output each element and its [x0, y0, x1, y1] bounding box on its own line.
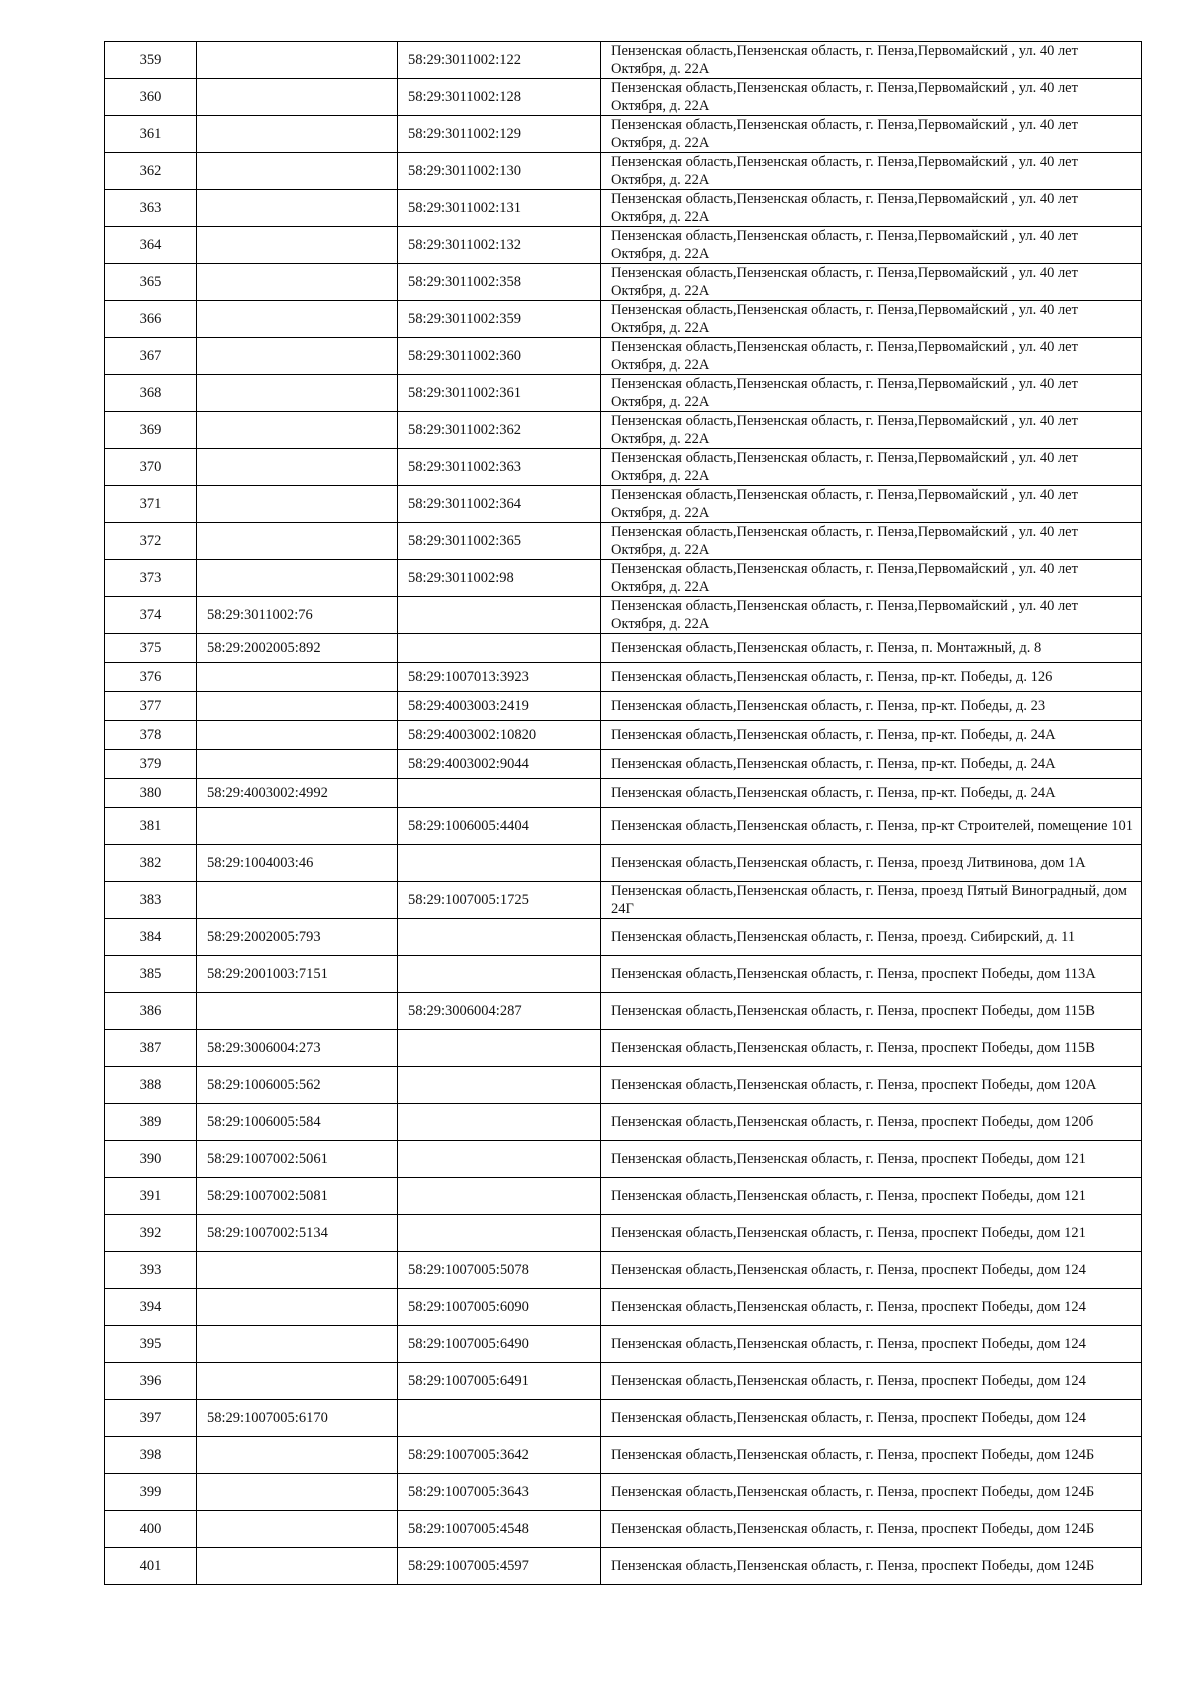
row-number: 399 [105, 1474, 197, 1511]
row-number: 378 [105, 721, 197, 750]
cadastral-number-premises: 58:29:3011002:360 [398, 338, 601, 375]
cadastral-number-parcel: 58:29:2002005:793 [197, 919, 398, 956]
table-row [105, 845, 1142, 882]
cadastral-number-parcel [197, 79, 398, 116]
cadastral-number-parcel [197, 1548, 398, 1585]
cadastral-number-premises: 58:29:3006004:287 [398, 993, 601, 1030]
cadastral-number-parcel [197, 560, 398, 597]
row-number: 383 [105, 882, 197, 919]
address-cell: Пензенская область,Пензенская область, г. Пенза, проспект Победы, дом 113А [601, 956, 1142, 993]
table-row [105, 721, 1142, 750]
table-row [105, 190, 1142, 227]
cadastral-number-parcel: 58:29:4003002:4992 [197, 779, 398, 808]
cadastral-number-premises [398, 1178, 601, 1215]
table-row [105, 750, 1142, 779]
address-cell: Пензенская область,Пензенская область, г. Пенза, проспект Победы, дом 115В [601, 1030, 1142, 1067]
cadastral-number-premises: 58:29:1007005:3642 [398, 1437, 601, 1474]
cadastral-number-premises: 58:29:3011002:359 [398, 301, 601, 338]
cadastral-number-parcel [197, 1289, 398, 1326]
cadastral-number-premises [398, 845, 601, 882]
row-number: 368 [105, 375, 197, 412]
table-row [105, 1400, 1142, 1437]
row-number: 388 [105, 1067, 197, 1104]
cadastral-number-premises: 58:29:1007005:6490 [398, 1326, 601, 1363]
cadastral-number-parcel [197, 882, 398, 919]
cadastral-number-parcel: 58:29:1004003:46 [197, 845, 398, 882]
cadastral-number-parcel [197, 808, 398, 845]
cadastral-number-parcel [197, 42, 398, 79]
cadastral-number-premises: 58:29:3011002:358 [398, 264, 601, 301]
cadastral-number-premises: 58:29:3011002:364 [398, 486, 601, 523]
cadastral-number-parcel [197, 412, 398, 449]
address-cell: Пензенская область,Пензенская область, г. Пенза, проспект Победы, дом 124Б [601, 1511, 1142, 1548]
cadastral-number-premises: 58:29:3011002:361 [398, 375, 601, 412]
address-cell: Пензенская область,Пензенская область, г. Пенза, проезд Литвинова, дом 1А [601, 845, 1142, 882]
cadastral-number-parcel [197, 663, 398, 692]
row-number: 360 [105, 79, 197, 116]
table-row [105, 1326, 1142, 1363]
cadastral-number-premises: 58:29:3011002:130 [398, 153, 601, 190]
table-row [105, 663, 1142, 692]
address-cell: Пензенская область,Пензенская область, г. Пенза,Первомайский , ул. 40 лет Октября, д. 22А [601, 486, 1142, 523]
cadastral-number-premises [398, 1400, 601, 1437]
address-cell: Пензенская область,Пензенская область, г. Пенза, проспект Победы, дом 120А [601, 1067, 1142, 1104]
cadastral-number-parcel: 58:29:1007002:5081 [197, 1178, 398, 1215]
row-number: 373 [105, 560, 197, 597]
cadastral-number-premises [398, 956, 601, 993]
row-number: 400 [105, 1511, 197, 1548]
cadastral-number-premises: 58:29:3011002:122 [398, 42, 601, 79]
cadastral-number-parcel [197, 1252, 398, 1289]
address-cell: Пензенская область,Пензенская область, г. Пенза,Первомайский , ул. 40 лет Октября, д. 22А [601, 79, 1142, 116]
address-cell: Пензенская область,Пензенская область, г. Пенза,Первомайский , ул. 40 лет Октября, д. 22А [601, 375, 1142, 412]
cadastral-number-parcel: 58:29:2002005:892 [197, 634, 398, 663]
row-number: 369 [105, 412, 197, 449]
address-cell: Пензенская область,Пензенская область, г. Пенза,Первомайский , ул. 40 лет Октября, д. 22А [601, 449, 1142, 486]
row-number: 371 [105, 486, 197, 523]
cadastral-number-parcel [197, 692, 398, 721]
address-cell: Пензенская область,Пензенская область, г. Пенза,Первомайский , ул. 40 лет Октября, д. 22А [601, 560, 1142, 597]
table-row [105, 1067, 1142, 1104]
address-cell: Пензенская область,Пензенская область, г. Пенза, проспект Победы, дом 124 [601, 1400, 1142, 1437]
address-cell: Пензенская область,Пензенская область, г. Пенза,Первомайский , ул. 40 лет Октября, д. 22А [601, 116, 1142, 153]
row-number: 387 [105, 1030, 197, 1067]
table-row [105, 42, 1142, 79]
cadastral-number-parcel [197, 1437, 398, 1474]
cadastral-number-parcel [197, 1363, 398, 1400]
table-row [105, 1548, 1142, 1585]
row-number: 367 [105, 338, 197, 375]
table-row [105, 264, 1142, 301]
table-row [105, 882, 1142, 919]
row-number: 376 [105, 663, 197, 692]
table-row [105, 375, 1142, 412]
cadastral-number-premises: 58:29:1006005:4404 [398, 808, 601, 845]
cadastral-number-parcel [197, 190, 398, 227]
row-number: 370 [105, 449, 197, 486]
table-row [105, 993, 1142, 1030]
row-number: 375 [105, 634, 197, 663]
address-cell: Пензенская область,Пензенская область, г. Пенза, проезд. Сибирский, д. 11 [601, 919, 1142, 956]
address-cell: Пензенская область,Пензенская область, г. Пенза,Первомайский , ул. 40 лет Октября, д. 22А [601, 597, 1142, 634]
address-cell: Пензенская область,Пензенская область, г. Пенза, пр-кт. Победы, д. 24А [601, 721, 1142, 750]
cadastral-number-premises: 58:29:3011002:98 [398, 560, 601, 597]
cadastral-number-parcel [197, 227, 398, 264]
row-number: 374 [105, 597, 197, 634]
address-cell: Пензенская область,Пензенская область, г. Пенза, пр-кт. Победы, д. 126 [601, 663, 1142, 692]
table-row [105, 523, 1142, 560]
address-cell: Пензенская область,Пензенская область, г. Пенза,Первомайский , ул. 40 лет Октября, д. 22А [601, 264, 1142, 301]
row-number: 365 [105, 264, 197, 301]
address-cell: Пензенская область,Пензенская область, г. Пенза, проспект Победы, дом 124Б [601, 1437, 1142, 1474]
table-row [105, 1104, 1142, 1141]
row-number: 392 [105, 1215, 197, 1252]
cadastral-number-parcel: 58:29:1007002:5134 [197, 1215, 398, 1252]
row-number: 381 [105, 808, 197, 845]
cadastral-number-premises: 58:29:1007005:1725 [398, 882, 601, 919]
table-row [105, 486, 1142, 523]
address-cell: Пензенская область,Пензенская область, г. Пенза, проспект Победы, дом 124 [601, 1363, 1142, 1400]
cadastral-number-premises [398, 779, 601, 808]
address-cell: Пензенская область,Пензенская область, г. Пенза, пр-кт. Победы, д. 23 [601, 692, 1142, 721]
cadastral-number-parcel [197, 116, 398, 153]
table-row [105, 1437, 1142, 1474]
cadastral-number-premises [398, 634, 601, 663]
row-number: 395 [105, 1326, 197, 1363]
row-number: 398 [105, 1437, 197, 1474]
table-row [105, 1289, 1142, 1326]
cadastral-number-parcel: 58:29:1006005:584 [197, 1104, 398, 1141]
cadastral-number-parcel: 58:29:3011002:76 [197, 597, 398, 634]
table-body [105, 42, 1142, 1585]
cadastral-number-parcel [197, 153, 398, 190]
cadastral-number-parcel: 58:29:1006005:562 [197, 1067, 398, 1104]
row-number: 379 [105, 750, 197, 779]
cadastral-number-parcel [197, 721, 398, 750]
address-cell: Пензенская область,Пензенская область, г. Пенза,Первомайский , ул. 40 лет Октября, д. 22А [601, 301, 1142, 338]
cadastral-table [104, 41, 1142, 1585]
row-number: 364 [105, 227, 197, 264]
cadastral-number-premises: 58:29:1007005:3643 [398, 1474, 601, 1511]
row-number: 401 [105, 1548, 197, 1585]
address-cell: Пензенская область,Пензенская область, г. Пенза, проспект Победы, дом 121 [601, 1141, 1142, 1178]
cadastral-number-premises: 58:29:1007005:6491 [398, 1363, 601, 1400]
cadastral-number-parcel [197, 486, 398, 523]
address-cell: Пензенская область,Пензенская область, г. Пенза, проспект Победы, дом 124Б [601, 1548, 1142, 1585]
row-number: 382 [105, 845, 197, 882]
row-number: 394 [105, 1289, 197, 1326]
address-cell: Пензенская область,Пензенская область, г. Пенза, проспект Победы, дом 121 [601, 1178, 1142, 1215]
table-row [105, 79, 1142, 116]
cadastral-number-parcel: 58:29:1007002:5061 [197, 1141, 398, 1178]
address-cell: Пензенская область,Пензенская область, г. Пенза, проспект Победы, дом 121 [601, 1215, 1142, 1252]
cadastral-number-premises [398, 1104, 601, 1141]
table-row [105, 919, 1142, 956]
cadastral-number-premises: 58:29:3011002:128 [398, 79, 601, 116]
cadastral-number-premises [398, 1067, 601, 1104]
row-number: 362 [105, 153, 197, 190]
address-cell: Пензенская область,Пензенская область, г. Пенза, проспект Победы, дом 124 [601, 1326, 1142, 1363]
address-cell: Пензенская область,Пензенская область, г. Пенза, проспект Победы, дом 115В [601, 993, 1142, 1030]
address-cell: Пензенская область,Пензенская область, г. Пенза,Первомайский , ул. 40 лет Октября, д. 22А [601, 338, 1142, 375]
cadastral-number-parcel [197, 375, 398, 412]
address-cell: Пензенская область,Пензенская область, г. Пенза, п. Монтажный, д. 8 [601, 634, 1142, 663]
table-row [105, 1511, 1142, 1548]
row-number: 384 [105, 919, 197, 956]
table-row [105, 301, 1142, 338]
row-number: 380 [105, 779, 197, 808]
cadastral-number-premises: 58:29:1007013:3923 [398, 663, 601, 692]
cadastral-number-premises: 58:29:4003002:10820 [398, 721, 601, 750]
cadastral-number-premises [398, 597, 601, 634]
row-number: 389 [105, 1104, 197, 1141]
cadastral-number-parcel [197, 1326, 398, 1363]
table-row [105, 1363, 1142, 1400]
row-number: 390 [105, 1141, 197, 1178]
cadastral-number-parcel [197, 993, 398, 1030]
row-number: 377 [105, 692, 197, 721]
row-number: 396 [105, 1363, 197, 1400]
row-number: 366 [105, 301, 197, 338]
row-number: 397 [105, 1400, 197, 1437]
cadastral-number-parcel [197, 449, 398, 486]
cadastral-number-premises: 58:29:4003003:2419 [398, 692, 601, 721]
address-cell: Пензенская область,Пензенская область, г. Пенза, проспект Победы, дом 120б [601, 1104, 1142, 1141]
address-cell: Пензенская область,Пензенская область, г. Пенза, пр-кт. Победы, д. 24А [601, 779, 1142, 808]
address-cell: Пензенская область,Пензенская область, г. Пенза, проезд Пятый Виноградный, дом 24Г [601, 882, 1142, 919]
table-row [105, 116, 1142, 153]
table-row [105, 1178, 1142, 1215]
cadastral-number-parcel [197, 523, 398, 560]
address-cell: Пензенская область,Пензенская область, г. Пенза,Первомайский , ул. 40 лет Октября, д. 22А [601, 227, 1142, 264]
table-row [105, 808, 1142, 845]
row-number: 372 [105, 523, 197, 560]
table-row [105, 779, 1142, 808]
cadastral-number-premises [398, 1215, 601, 1252]
cadastral-number-premises: 58:29:4003002:9044 [398, 750, 601, 779]
cadastral-number-premises: 58:29:3011002:131 [398, 190, 601, 227]
cadastral-number-premises: 58:29:3011002:363 [398, 449, 601, 486]
table-row [105, 1252, 1142, 1289]
cadastral-number-premises: 58:29:3011002:365 [398, 523, 601, 560]
cadastral-number-premises: 58:29:1007005:4597 [398, 1548, 601, 1585]
address-cell: Пензенская область,Пензенская область, г. Пенза,Первомайский , ул. 40 лет Октября, д. 22А [601, 153, 1142, 190]
table-row [105, 1474, 1142, 1511]
address-cell: Пензенская область,Пензенская область, г. Пенза, проспект Победы, дом 124 [601, 1252, 1142, 1289]
row-number: 363 [105, 190, 197, 227]
address-cell: Пензенская область,Пензенская область, г. Пенза,Первомайский , ул. 40 лет Октября, д. 22А [601, 190, 1142, 227]
table-row [105, 227, 1142, 264]
table-row [105, 560, 1142, 597]
cadastral-number-parcel: 58:29:1007005:6170 [197, 1400, 398, 1437]
table-row [105, 1141, 1142, 1178]
cadastral-number-parcel [197, 264, 398, 301]
cadastral-number-premises [398, 1030, 601, 1067]
address-cell: Пензенская область,Пензенская область, г. Пенза, проспект Победы, дом 124Б [601, 1474, 1142, 1511]
cadastral-number-parcel: 58:29:3006004:273 [197, 1030, 398, 1067]
table-row [105, 412, 1142, 449]
row-number: 385 [105, 956, 197, 993]
cadastral-number-premises: 58:29:1007005:5078 [398, 1252, 601, 1289]
table-row [105, 338, 1142, 375]
table-row [105, 692, 1142, 721]
table-row [105, 1030, 1142, 1067]
address-cell: Пензенская область,Пензенская область, г. Пенза,Первомайский , ул. 40 лет Октября, д. 22А [601, 412, 1142, 449]
cadastral-number-parcel [197, 750, 398, 779]
cadastral-number-parcel [197, 338, 398, 375]
table-row [105, 1215, 1142, 1252]
cadastral-number-parcel [197, 301, 398, 338]
table-row [105, 597, 1142, 634]
cadastral-number-premises [398, 1141, 601, 1178]
row-number: 393 [105, 1252, 197, 1289]
address-cell: Пензенская область,Пензенская область, г. Пенза,Первомайский , ул. 40 лет Октября, д. 22А [601, 523, 1142, 560]
row-number: 386 [105, 993, 197, 1030]
row-number: 359 [105, 42, 197, 79]
cadastral-number-premises: 58:29:1007005:6090 [398, 1289, 601, 1326]
address-cell: Пензенская область,Пензенская область, г. Пенза, пр-кт. Победы, д. 24А [601, 750, 1142, 779]
cadastral-number-premises: 58:29:3011002:132 [398, 227, 601, 264]
address-cell: Пензенская область,Пензенская область, г. Пенза, проспект Победы, дом 124 [601, 1289, 1142, 1326]
cadastral-number-parcel: 58:29:2001003:7151 [197, 956, 398, 993]
table-row [105, 634, 1142, 663]
cadastral-number-parcel [197, 1474, 398, 1511]
cadastral-number-premises: 58:29:3011002:362 [398, 412, 601, 449]
table-row [105, 449, 1142, 486]
table-row [105, 956, 1142, 993]
address-cell: Пензенская область,Пензенская область, г. Пенза, пр-кт Строителей, помещение 101 [601, 808, 1142, 845]
cadastral-number-premises: 58:29:3011002:129 [398, 116, 601, 153]
table-row [105, 153, 1142, 190]
cadastral-number-premises: 58:29:1007005:4548 [398, 1511, 601, 1548]
address-cell: Пензенская область,Пензенская область, г. Пенза,Первомайский , ул. 40 лет Октября, д. 22А [601, 42, 1142, 79]
cadastral-number-parcel [197, 1511, 398, 1548]
row-number: 361 [105, 116, 197, 153]
row-number: 391 [105, 1178, 197, 1215]
cadastral-number-premises [398, 919, 601, 956]
